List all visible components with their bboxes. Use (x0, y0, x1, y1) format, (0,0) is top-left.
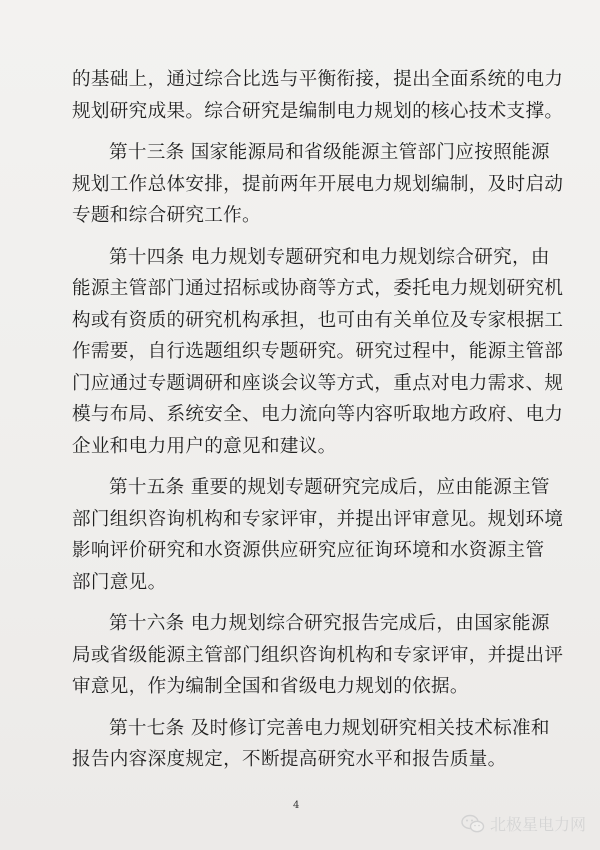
watermark-text: 北极星电力网 (489, 815, 586, 834)
text-line: 部门意见。 (72, 571, 167, 593)
watermark (461, 812, 586, 835)
text-line: 企业和电力用户的意见和建议。 (72, 435, 337, 457)
article-14-line: 第十四条 电力规划专题研究和电力规划综合研究，由 (109, 246, 550, 268)
text-line: 影响评价研究和水资源供应研究应征询环境和水资源主管 (72, 540, 545, 561)
text-line: 作需要，自行选题组织专题研究。研究过程中，能源主管部 (72, 341, 564, 362)
text-line: 的基础上，通过综合比选与平衡衔接，提出全面系统的电力 (72, 69, 564, 90)
text-line: 局或省级能源主管部门组织咨询机构和专家评审，并提出评 (72, 644, 564, 666)
text-line: 规划研究成果。综合研究是编制电力规划的核心技术支撑。 (72, 100, 564, 122)
document-body (72, 64, 564, 776)
text-line: 专题和综合研究工作。 (72, 205, 261, 226)
article-13-line: 第十三条 国家能源局和省级能源主管部门应按照能源 (109, 142, 550, 163)
article-17-line: 第十七条 及时修订完善电力规划研究相关技术标准和 (109, 717, 550, 739)
text-line: 能源主管部门通过招标或协商等方式，委托电力规划研究机 (72, 278, 564, 299)
text-line: 门应通过专题调研和座谈会议等方式，重点对电力需求、规 (72, 372, 564, 394)
text-line: 审意见，作为编制全国和省级电力规划的依据。 (72, 676, 469, 697)
text-line: 规划工作总体安排，提前两年开展电力规划编制，及时启动 (72, 173, 564, 195)
text-line: 构或有资质的研究机构承担，也可由有关单位及专家根据工 (72, 309, 564, 331)
text-line: 部门组织咨询机构和专家评审，并提出评审意见。规划环境 (72, 508, 564, 530)
wechat-icon (461, 814, 485, 834)
article-16-line: 第十六条 电力规划综合研究报告完成后，由国家能源 (109, 613, 550, 634)
article-15-line: 第十五条 重要的规划专题研究完成后，应由能源主管 (109, 477, 550, 498)
page-number: 4 (293, 800, 300, 811)
text-line: 模与布局、系统安全、电力流向等内容听取地方政府、电力 (72, 404, 564, 425)
text-line: 报告内容深度规定，不断提高研究水平和报告质量。 (72, 749, 507, 770)
